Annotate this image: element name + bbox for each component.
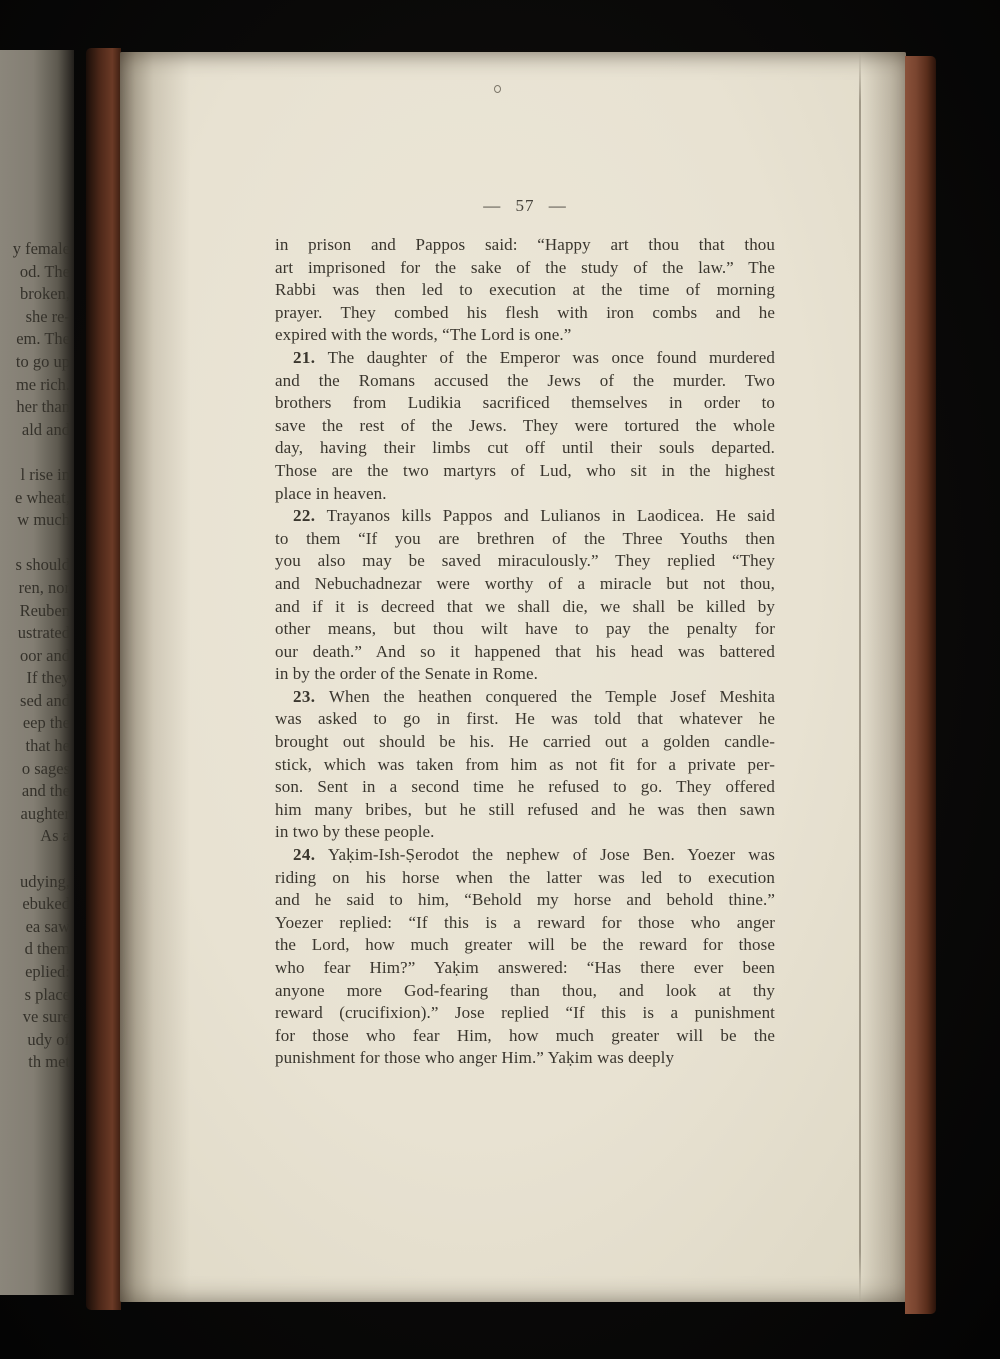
left-page-blank-line	[0, 532, 74, 555]
book-page	[120, 52, 906, 1302]
left-page-text-line: o sages	[21, 758, 70, 778]
text-line: Those are the two martyrs of Lud, who sit in the highest	[275, 460, 775, 480]
text-line: 22. Trayanos kills Pappos and Lulianos in Laodicea. He said	[293, 506, 775, 526]
text-line: prayer. They combed his flesh with iron combs and he	[275, 302, 775, 322]
text-line: day, having their limbs cut off until their souls departed.	[275, 438, 775, 458]
left-page-text-line: em. The	[16, 329, 70, 349]
text-line: to them “If you are brethren of the Three Youths then	[275, 528, 775, 548]
page-edge-line	[859, 52, 861, 1302]
text-line: son. Sent in a second time he refused to go. They offered	[275, 777, 775, 797]
text-line: anyone more God-fearing than thou, and look at thy	[275, 980, 775, 1000]
left-page-text-line: d them	[24, 939, 70, 959]
text-line: stick, which was taken from him as not fit for a private per-	[275, 754, 775, 774]
left-page-text-fragments	[0, 50, 74, 1295]
page-number: — 57 —	[483, 196, 567, 215]
text-line: him many bribes, but he still refused and he was then sawn	[275, 799, 775, 819]
text-line: for those who fear Him, how much greater will be the	[275, 1025, 775, 1045]
left-page-text-line: ren, nor	[18, 577, 70, 597]
text-line: and he said to him, “Behold my horse and behold thine.”	[275, 890, 775, 910]
text-line: expired with the words, “The Lord is one.”	[275, 325, 572, 345]
left-page-text-line: and the	[21, 781, 70, 801]
left-page-text-line: l rise in	[20, 464, 70, 484]
text-line: and Nebuchadnezar were worthy of a miracle but not thou,	[275, 573, 775, 593]
paragraph-number: 22.	[293, 506, 316, 526]
left-page-text-line: broken,	[20, 284, 70, 304]
left-page-text-line: s place	[24, 984, 70, 1004]
text-line: riding on his horse when the latter was led to execution	[275, 867, 775, 887]
text-line: you also may be saved miraculously.” They replied “They	[275, 551, 775, 571]
paper-speck	[494, 85, 501, 93]
left-page-text-line: As a	[40, 826, 70, 846]
left-page-text-line: sed and	[20, 690, 70, 710]
left-page-text-line: eep the	[22, 713, 70, 733]
left-page-text-line: w much	[17, 510, 70, 530]
left-page-text-line: that he	[25, 736, 70, 756]
left-page-text-line: ebuked	[22, 894, 70, 914]
left-page-text-line: ald and	[21, 419, 70, 439]
left-page-text-line: s should	[15, 555, 70, 575]
page-text-block	[275, 234, 775, 1070]
left-page-text-line: If they	[26, 668, 70, 688]
left-page-text-line: eplied:	[25, 962, 70, 981]
left-page-text-line: th met	[28, 1052, 70, 1072]
left-page-text-line: od. The	[19, 261, 70, 281]
text-line: and if it is decreed that we shall die, we shall be killed by	[275, 596, 775, 616]
text-line: in prison and Pappos said: “Happy art thou that thou	[275, 235, 775, 254]
text-line: place in heaven.	[275, 483, 387, 503]
text-line: art imprisoned for the sake of the study of the law.” The	[275, 257, 775, 277]
left-page-text-line: oor and	[20, 645, 70, 665]
left-page-text-line: ve sure	[22, 1007, 70, 1027]
text-line: in by the order of the Senate in Rome.	[275, 664, 538, 684]
book-cover-left-edge	[86, 48, 121, 1310]
left-page-text-line: e wheat,	[15, 487, 70, 507]
left-page-text-line: to go up	[15, 351, 70, 371]
left-page-text-line: udying,	[20, 871, 70, 891]
text-line: brought out should be his. He carried out a golden candle-	[275, 732, 775, 752]
left-page-blank-line	[0, 441, 74, 464]
book-cover-right-edge	[905, 56, 936, 1314]
paragraph-number: 24.	[293, 845, 316, 865]
text-line: Rabbi was then led to execution at the time of morning	[275, 280, 775, 300]
text-line: 23. When the heathen conquered the Temple Josef Meshita	[293, 686, 775, 706]
text-line: other means, but thou wilt have to pay the penalty for	[275, 619, 775, 639]
text-line: save the rest of the Jews. They were tortured the whole	[275, 415, 775, 435]
text-line: who fear Him?” Yaḳim answered: “Has there ever been	[275, 958, 775, 977]
left-page-text-line: ustrated	[17, 623, 70, 643]
text-line: punishment for those who anger Him.” Yaḳim was deeply	[275, 1048, 675, 1068]
text-line: 21. The daughter of the Emperor was once found murdered	[293, 347, 775, 367]
text-line: Yoezer replied: “If this is a reward for those who anger	[275, 912, 775, 932]
left-page-text-line: udy of	[27, 1029, 70, 1049]
left-page-text-line: y female	[12, 239, 70, 258]
text-line: the Lord, how much greater will be the reward for those	[275, 935, 775, 955]
left-page-text-line: she re-	[25, 306, 70, 326]
left-page-text-line: me rich.	[15, 374, 70, 394]
text-line: brothers from Ludikia sacrificed themselves in order to	[275, 393, 775, 413]
text-line: was asked to go in first. He was told that whatever he	[275, 709, 775, 729]
text-line: our death.” And so it happened that his head was battered	[275, 641, 775, 661]
paragraph-number: 23.	[293, 686, 316, 706]
left-page-text-line: her than	[16, 397, 70, 417]
text-line: reward (crucifixion).” Jose replied “If this is a punishment	[275, 1003, 775, 1023]
text-line: and the Romans accused the Jews of the murder. Two	[275, 370, 775, 390]
left-page-text-line: Reuben	[19, 600, 70, 620]
left-page-text-line: aughter	[20, 803, 70, 823]
text-line: 24. Yaḳim-Ish-Ṣerodot the nephew of Jose Ben. Yoezer was	[293, 845, 775, 865]
left-page-text-line: ea saw	[25, 916, 70, 936]
paragraph-number: 21.	[293, 347, 316, 367]
left-page-blank-line	[0, 848, 74, 871]
text-line: in two by these people.	[275, 822, 435, 842]
